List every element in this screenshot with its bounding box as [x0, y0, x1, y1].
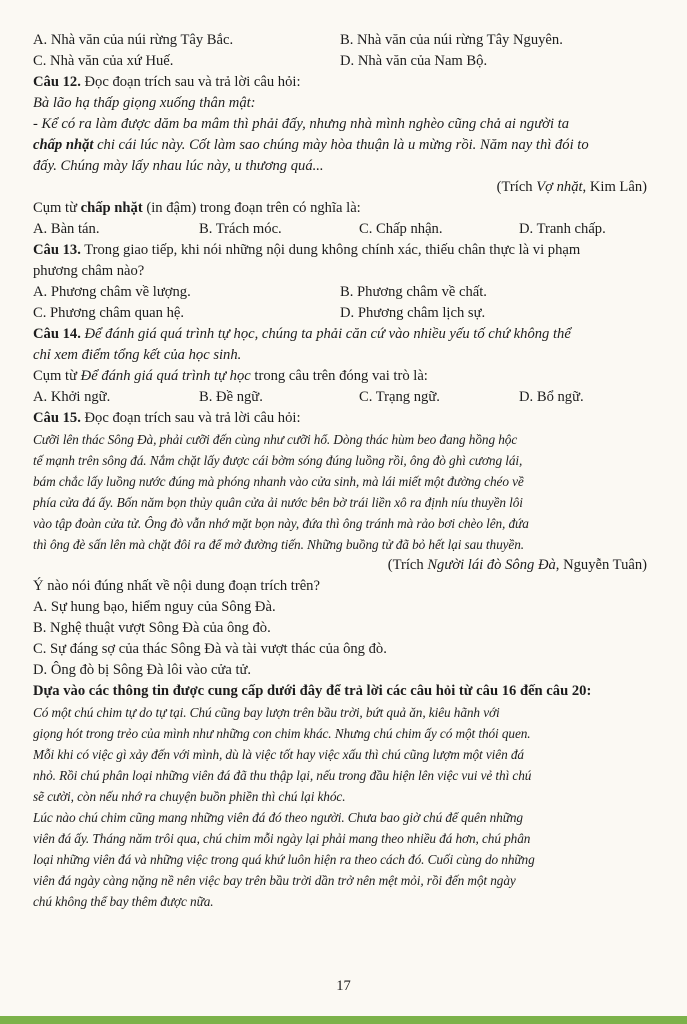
q14-options	[33, 387, 647, 408]
q12-question: Cụm từ chấp nhặt (in đậm) trong đoạn trên có nghĩa là:	[33, 200, 361, 216]
q13-options-row-2	[33, 303, 647, 324]
q12-passage-line-4: đấy. Chúng mày lấy nhau lúc này, u thương quá...	[33, 158, 324, 174]
q11-option-a: A. Nhà văn của núi rừng Tây Bắc.	[33, 32, 234, 48]
q15-passage-line-5: vào tập đoàn cửa tử. Ông đò vẫn nhớ mặt bọn này, đứa thì ông tránh mà rảo bơi chèo lên, đứa	[33, 516, 529, 531]
q15-passage-line-3: bám chắc lấy luồng nước đúng mà phóng nhanh vào cửa sinh, mà lái miết một đường chéo về	[33, 474, 524, 489]
q14-prompt-line-2: chỉ xem điểm tổng kết của học sinh.	[33, 347, 242, 363]
q12-label: Câu 12.	[33, 74, 81, 90]
q13-prompt-line-2: phương châm nào?	[33, 263, 145, 279]
q11-option-c: C. Nhà văn của xứ Huế.	[33, 53, 174, 69]
q12-prompt	[33, 72, 647, 93]
q15-prompt: Câu 15. Đọc đoạn trích sau và trả lời câu hỏi:	[33, 410, 301, 426]
q12-option-d: D. Tranh chấp.	[519, 221, 606, 237]
q13-option-c: C. Phương châm quan hệ.	[33, 305, 185, 321]
q15-passage-line-6: thì ông đè sấn lên mà chặt đôi ra để mở đường tiến. Những buồng tử đã bỏ hết lại sau thuyền.	[33, 537, 524, 552]
q13-prompt-line-1: Câu 13. Trong giao tiếp, khi nói những nội dung không chính xác, thiếu chân thực là vi phạm	[33, 242, 581, 258]
q12-option-b: B. Trách móc.	[199, 221, 282, 237]
q11-options-row-1	[33, 30, 647, 51]
q15-question: Ý nào nói đúng nhất về nội dung đoạn trích trên?	[33, 578, 320, 594]
q13-option-a: A. Phương châm về lượng.	[33, 284, 191, 300]
q12-passage-line-3: chấp nhặt chi cái lúc này. Cốt làm sao chúng mày hòa thuận là u mừng rồi. Năm nay thì đói to	[33, 137, 589, 153]
q12-passage-line-1: Bà lão hạ thấp giọng xuống thân mật:	[33, 95, 256, 111]
q12-option-c: C. Chấp nhận.	[359, 221, 443, 237]
q15-source: (Trích Người lái đò Sông Đà, Nguyễn Tuân)	[387, 557, 647, 573]
story-p2-line-4: viên đá ngày càng nặng nề nên việc bay trên bầu trời dần trở nên mệt mỏi, rồi đến một ngày	[33, 873, 516, 888]
q12-text: Đọc đoạn trích sau và trả lời câu hỏi:	[80, 74, 301, 90]
section-heading: Dựa vào các thông tin được cung cấp dưới đây để trả lời các câu hỏi từ câu 16 đến câu 20:	[33, 683, 592, 699]
q11-option-d: D. Nhà văn của Nam Bộ.	[340, 53, 488, 69]
story-p1-line-2: giọng hót trong trẻo của mình như những con chim khác. Nhưng chú chim ấy có một thói quen.	[33, 726, 531, 741]
q14-label: Câu 14.	[33, 326, 81, 342]
q14-option-a: A. Khởi ngữ.	[33, 389, 111, 405]
q14-option-c: C. Trạng ngữ.	[359, 389, 440, 405]
q15-passage-line-4: phía cửa đá ấy. Bốn năm bọn thủy quân cửa ải nước bên bờ trái liền xô ra định níu thuyền lôi	[33, 495, 523, 510]
story-p1-line-1: Có một chú chim tự do tự tại. Chú cũng bay lượn trên bầu trời, bứt quả ăn, kiêu hãnh với	[33, 705, 500, 720]
story-p2-line-1: Lúc nào chú chim cũng mang những viên đá đó theo người. Chưa bao giờ chú để quên những	[33, 810, 523, 825]
story-p2-line-2: viên đá ấy. Tháng năm trôi qua, chú chim mỗi ngày lại phải mang theo nhiều đá hơn, chú phân	[33, 831, 531, 846]
q14-prompt-line-1: Câu 14. Để đánh giá quá trình tự học, chúng ta phải căn cứ vào nhiều yếu tố chứ không thể	[33, 326, 571, 342]
q15-option-d: D. Ông đò bị Sông Đà lôi vào cửa tử.	[33, 662, 252, 678]
q12-option-a: A. Bàn tán.	[33, 221, 100, 237]
q13-option-d: D. Phương châm lịch sự.	[340, 305, 486, 321]
story-p1-line-5: sẽ cười, còn nếu nhớ ra chuyện buồn phiền thì chú lại khóc.	[33, 789, 346, 804]
q12-options	[33, 219, 647, 240]
q14-option-d: D. Bổ ngữ.	[519, 389, 584, 405]
page-number: 17	[336, 978, 351, 994]
q13-label: Câu 13.	[33, 242, 81, 258]
q15-option-b: B. Nghệ thuật vượt Sông Đà của ông đò.	[33, 620, 271, 636]
q11-option-b: B. Nhà văn của núi rừng Tây Nguyên.	[340, 32, 563, 48]
q14-question: Cụm từ Để đánh giá quá trình tự học trong câu trên đóng vai trò là:	[33, 368, 428, 384]
q12-source: (Trích Vợ nhặt, Kim Lân)	[496, 179, 647, 195]
q13-option-b: B. Phương châm về chất.	[340, 284, 487, 300]
q15-passage-line-1: Cưỡi lên thác Sông Đà, phải cưỡi đến cùng như cưỡi hổ. Dòng thác hùm beo đang hồng hộc	[33, 432, 518, 447]
story-p2-line-3: loại những viên đá và những việc trong quá khứ luôn hiện ra theo cách đó. Cuối cùng do những	[33, 852, 535, 867]
story-p2-line-5: chú không thể bay thêm được nữa.	[33, 894, 214, 909]
q11-options-row-2	[33, 51, 647, 72]
story-p1-line-3: Mỗi khi có việc gì xảy đến với mình, dù là việc tốt hay việc xấu thì chú cũng lượm một viên đá	[33, 747, 524, 762]
q15-label: Câu 15.	[33, 410, 81, 426]
q12-bold-term: chấp nhặt	[33, 137, 94, 153]
q15-option-c: C. Sự đáng sợ của thác Sông Đà và tài vượt thác của ông đò.	[33, 641, 387, 657]
q12-passage-line-2: - Kể có ra làm được dăm ba mâm thì phải đấy, nhưng nhà mình nghèo cũng chả ai người ta	[33, 116, 569, 132]
q15-passage-line-2: tế mạnh trên sông đá. Nắm chặt lấy được cái bờm sóng đúng luồng rồi, ông đò ghì cương lái,	[33, 453, 523, 468]
q14-option-b: B. Đề ngữ.	[199, 389, 263, 405]
story-p1-line-4: nhỏ. Rồi chú phân loại những viên đá đã thu thập lại, nếu trong đầu hiện lên việc vui vẻ thì chú	[33, 768, 532, 783]
q15-option-a: A. Sự hung bạo, hiểm nguy của Sông Đà.	[33, 599, 276, 615]
bottom-color-band	[0, 1016, 687, 1024]
q13-options-row-1	[33, 282, 647, 303]
